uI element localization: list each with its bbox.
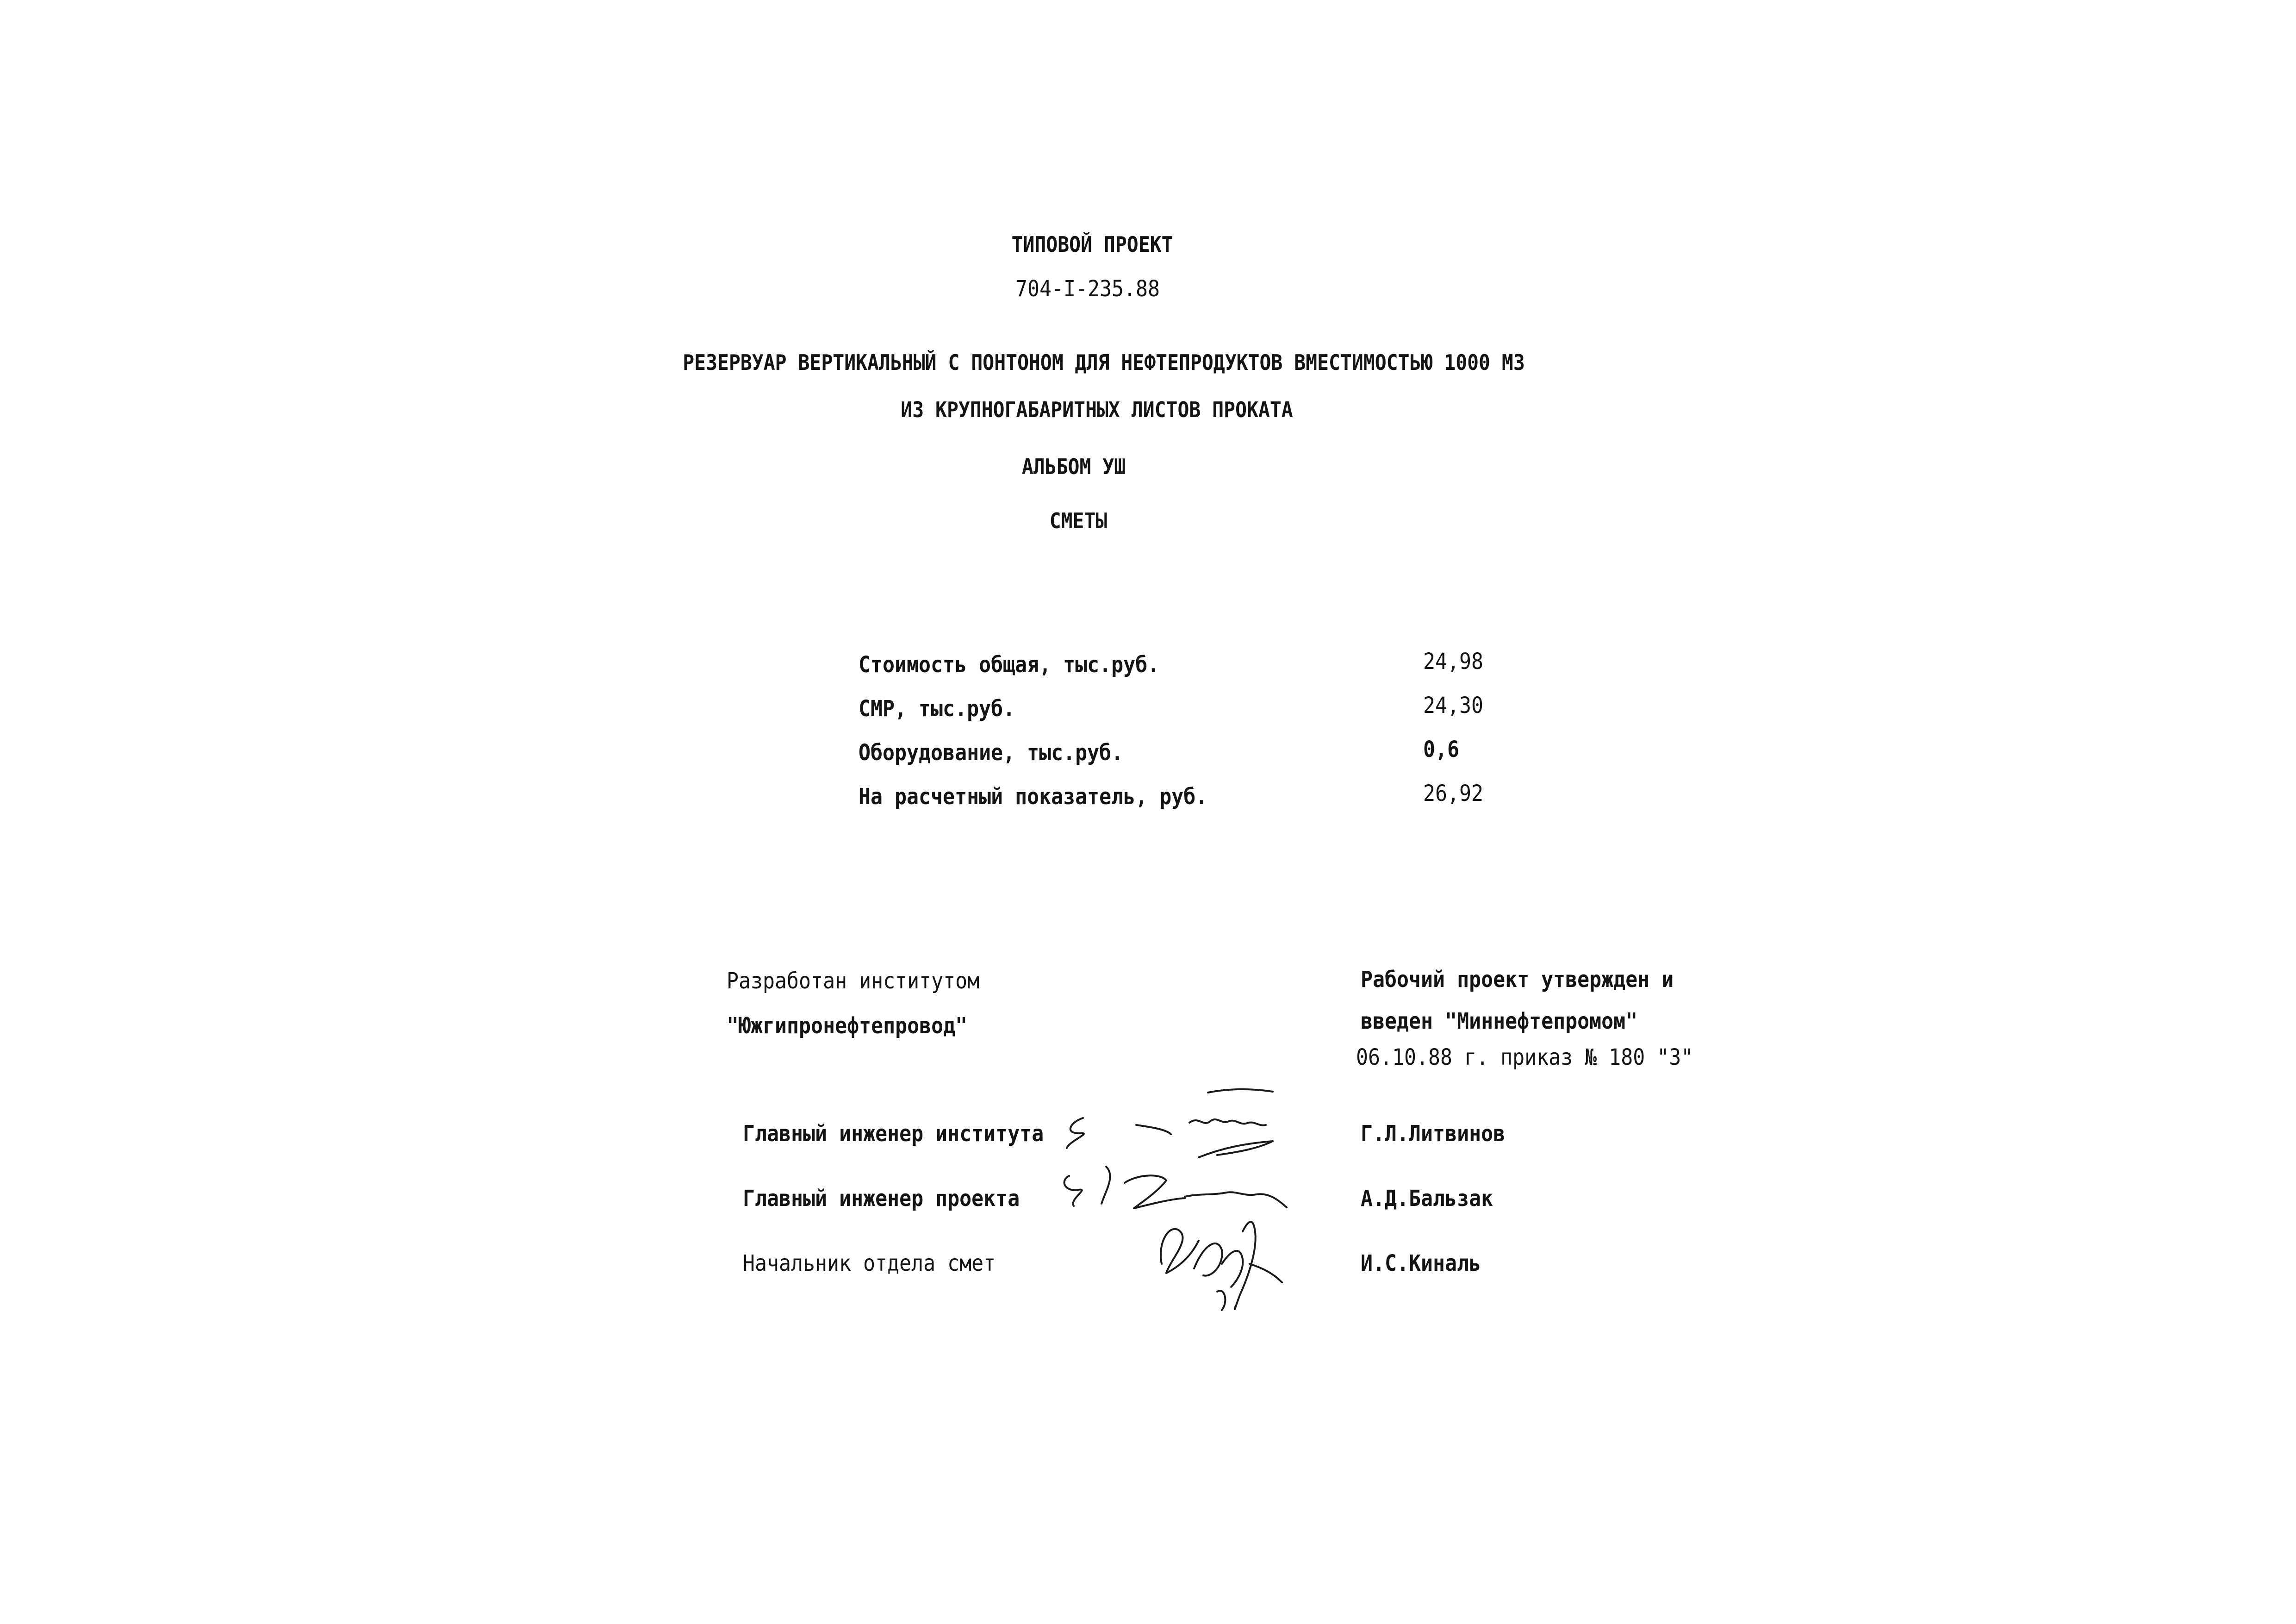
signatory-position: Главный инженер института xyxy=(743,1121,1044,1147)
album-label: АЛЬБОМ УШ xyxy=(1021,454,1126,479)
cost-label: Оборудование, тыс.руб. xyxy=(859,740,1124,766)
signatory-name: Г.Л.Литвинов xyxy=(1361,1121,1506,1147)
approval-line-1: Рабочий проект утвержден и xyxy=(1361,967,1674,993)
signature-chief-engineer-institute xyxy=(1055,1079,1314,1185)
developer-institute-name: "Южгипронефтепровод" xyxy=(727,1013,968,1039)
cost-value: 26,92 xyxy=(1423,781,1484,806)
project-number: 704-I-235.88 xyxy=(1015,276,1160,302)
cost-label: СМР, тыс.руб. xyxy=(859,696,1015,722)
project-title-line-2: ИЗ КРУПНОГАБАРИТНЫХ ЛИСТОВ ПРОКАТА xyxy=(901,397,1293,422)
project-title-line-1: РЕЗЕРВУАР ВЕРТИКАЛЬНЫЙ С ПОНТОНОМ ДЛЯ НЕФТЕПРОДУКТОВ ВМЕСТИМОСТЬЮ 1000 М3 xyxy=(683,350,1525,375)
signature-chief-engineer-project xyxy=(1051,1148,1310,1227)
cost-label: Стоимость общая, тыс.руб. xyxy=(859,652,1160,678)
cost-value: 24,30 xyxy=(1423,693,1484,718)
cost-value: 24,98 xyxy=(1423,649,1484,675)
signatory-position: Главный инженер проекта xyxy=(743,1186,1020,1212)
section-label: СМЕТЫ xyxy=(1049,508,1108,533)
cost-value: 0,6 xyxy=(1423,737,1460,762)
document-type-label: ТИПОВОЙ ПРОЕКТ xyxy=(1011,232,1173,257)
signatory-name: А.Д.Бальзак xyxy=(1361,1186,1493,1212)
signature-head-estimates xyxy=(1143,1194,1291,1319)
approval-line-2: введен "Миннефтепромом" xyxy=(1361,1008,1638,1034)
signatory-name: И.С.Киналь xyxy=(1361,1250,1481,1276)
signatory-position: Начальник отдела смет xyxy=(743,1250,996,1276)
cost-label: На расчетный показатель, руб. xyxy=(859,784,1208,810)
developer-line-1: Разработан институтом xyxy=(727,968,980,994)
approval-order-line: 06.10.88 г. приказ № 180 "3" xyxy=(1356,1044,1693,1070)
